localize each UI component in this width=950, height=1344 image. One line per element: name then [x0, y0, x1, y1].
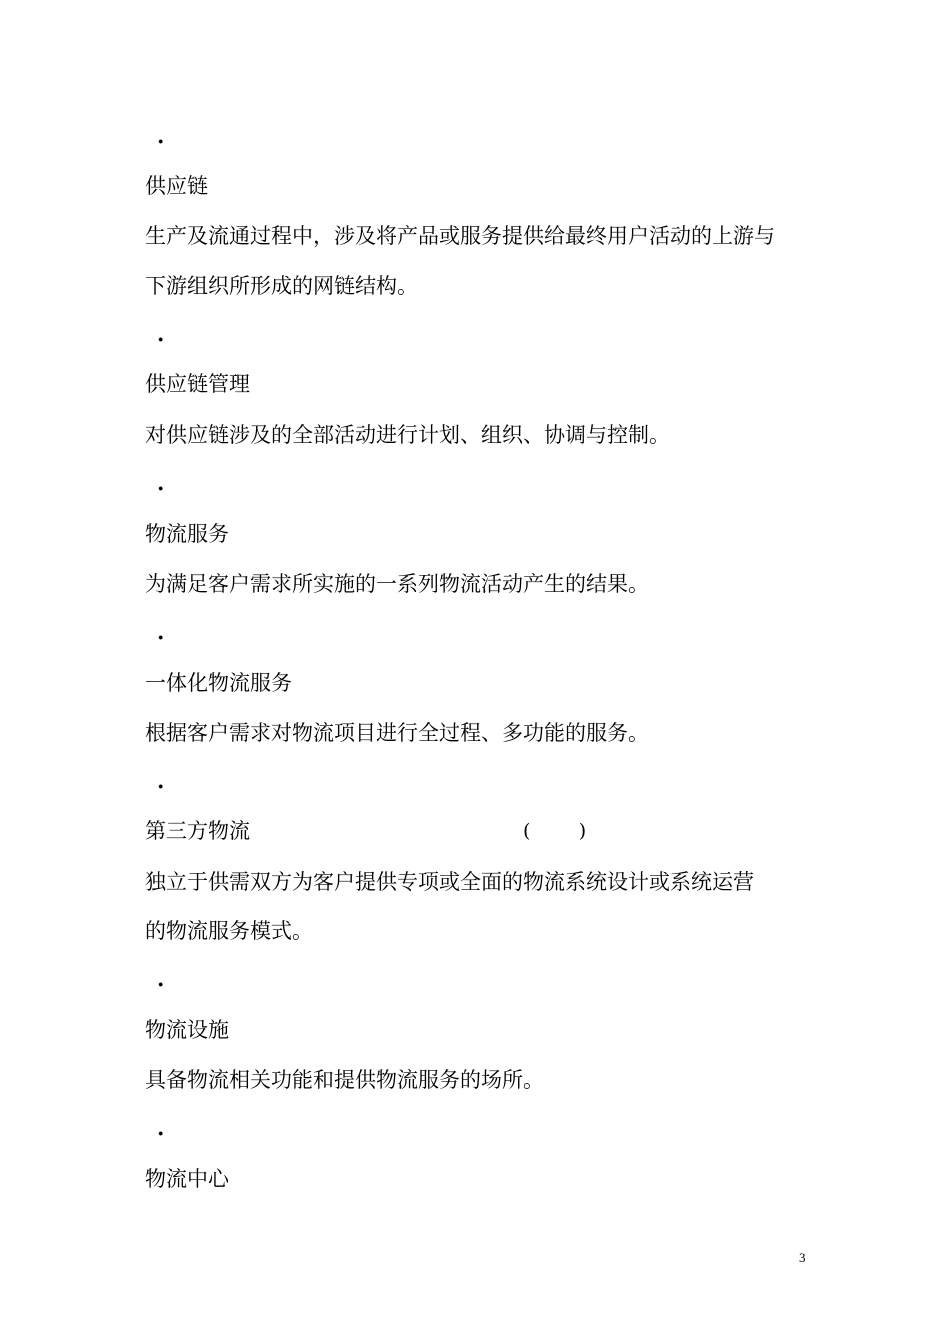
entry-definition-line: 为满足客户需求所实施的一系列物流活动产生的结果。: [145, 572, 649, 596]
entry-definition-line: 根据客户需求对物流项目进行全过程、多功能的服务。: [145, 721, 649, 745]
entry-bullet: ·: [157, 476, 165, 501]
entry-term: 供应链: [145, 174, 208, 198]
entry-term: 物流服务: [145, 522, 229, 546]
entry-bullet: ·: [157, 774, 165, 799]
entry-definition-line: 独立于供需双方为客户提供专项或全面的物流系统设计或系统运营: [145, 870, 754, 894]
entry-definition-line: 对供应链涉及的全部活动进行计划、组织、协调与控制。: [145, 423, 670, 447]
entry-bullet: ·: [157, 129, 165, 154]
entry-term: 第三方物流: [145, 819, 250, 843]
entry-bullet: ·: [157, 327, 165, 352]
entry-definition-line: 生产及流通过程中，涉及将产品或服务提供给最终用户活动的上游与: [145, 224, 775, 248]
entry-term: 物流设施: [145, 1018, 229, 1042]
entry-definition-line: 具备物流相关功能和提供物流服务的场所。: [145, 1068, 544, 1092]
page-number: 3: [799, 1250, 806, 1265]
entry-term: 一体化物流服务: [145, 671, 292, 695]
entry-bullet: ·: [157, 972, 165, 997]
entry-definition-line: 的物流服务模式。: [145, 919, 313, 943]
entry-bullet: ·: [157, 625, 165, 650]
entry-bullet: ·: [157, 1121, 165, 1146]
entry-definition-line: 下游组织所形成的网链结构。: [145, 274, 418, 298]
entry-term: 物流中心: [145, 1167, 229, 1191]
entry-term: 供应链管理: [145, 372, 250, 396]
entry-term-note: ( ): [523, 820, 587, 842]
